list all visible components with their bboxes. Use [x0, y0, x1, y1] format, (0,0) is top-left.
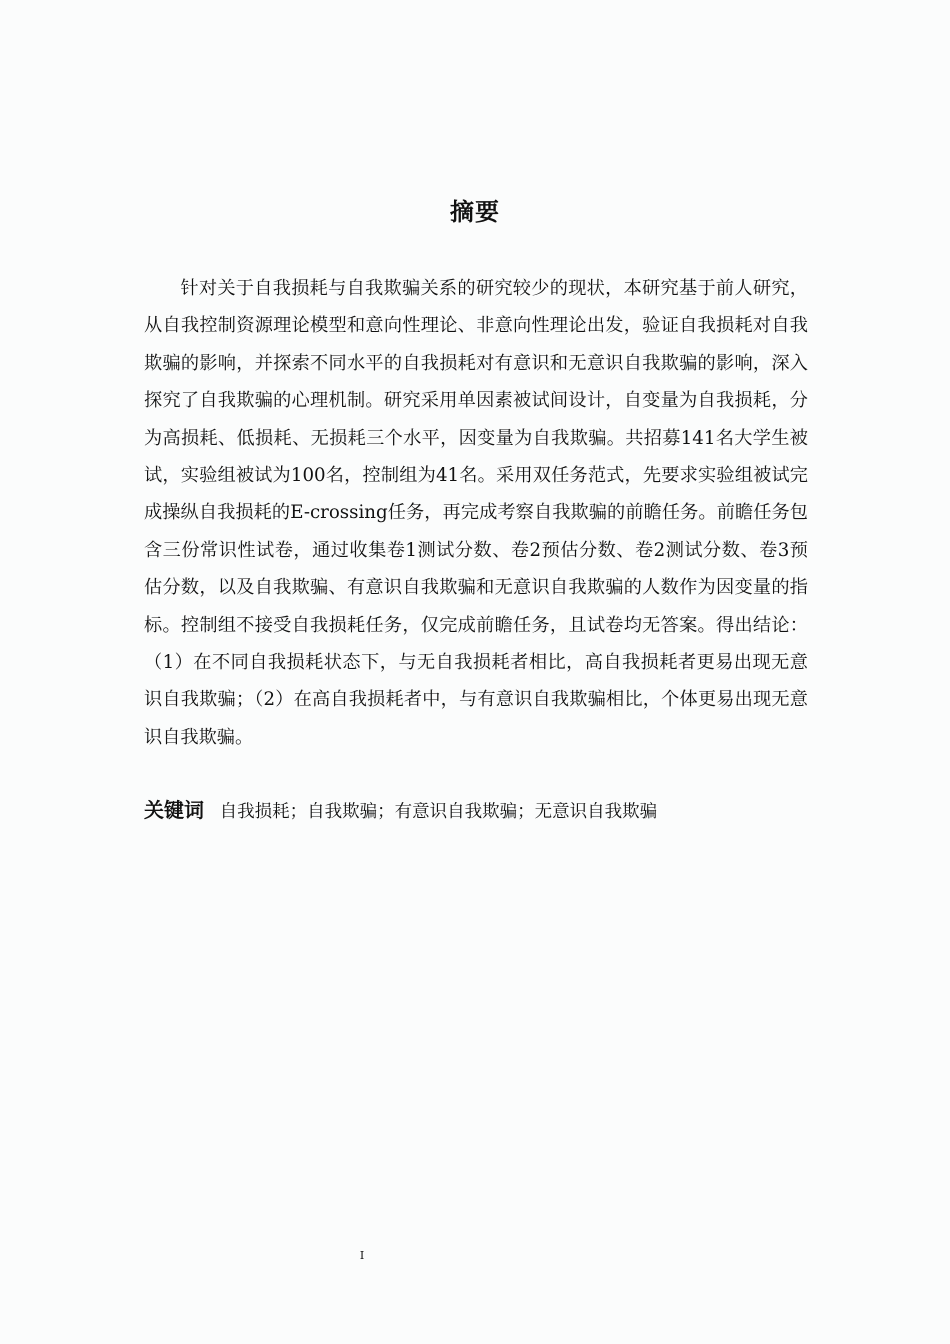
keywords-label: 关键词: [144, 798, 204, 822]
abstract-title: 摘要: [450, 198, 500, 226]
abstract-body: 针对关于自我损耗与自我欺骗关系的研究较少的现状，本研究基于前人研究，从自我控制资源理论模型和意向性理论、非意向性理论出发，验证自我损耗对自我欺骗的影响，并探索不同水平的自我损耗对有意识和无意识自我欺骗的影响，深入探究了自我欺骗的心理机制。研究采用单因素被试间设计，自变量为自我损耗，分为高损耗、低损耗、无损耗三个水平，因变量为自我欺骗。共招募141名大学生被试，实验组被试为100名，控制组为41名。采用双任务范式，先要求实验组被试完成操纵自我损耗的E-crossing任务，再完成考察自我欺骗的前瞻任务。前瞻任务包含三份常识性试卷，通过收集卷1测试分数、卷2预估分数、卷2测试分数、卷3预估分数，以及自我欺骗、有意识自我欺骗和无意识自我欺骗的人数作为因变量的指标。控制组不接受自我损耗任务，仅完成前瞻任务，且试卷均无答案。得出结论：（1）在不同自我损耗状态下，与无自我损耗者相比，高自我损耗者更易出现无意识自我欺骗；（2）在高自我损耗者中，与有意识自我欺骗相比，个体更易出现无意识自我欺骗。: [144, 278, 808, 748]
page-number: I: [359, 1249, 365, 1262]
keywords-text: 自我损耗；自我欺骗；有意识自我欺骗；无意识自我欺骗: [219, 802, 658, 822]
keywords-line: [144, 792, 808, 830]
